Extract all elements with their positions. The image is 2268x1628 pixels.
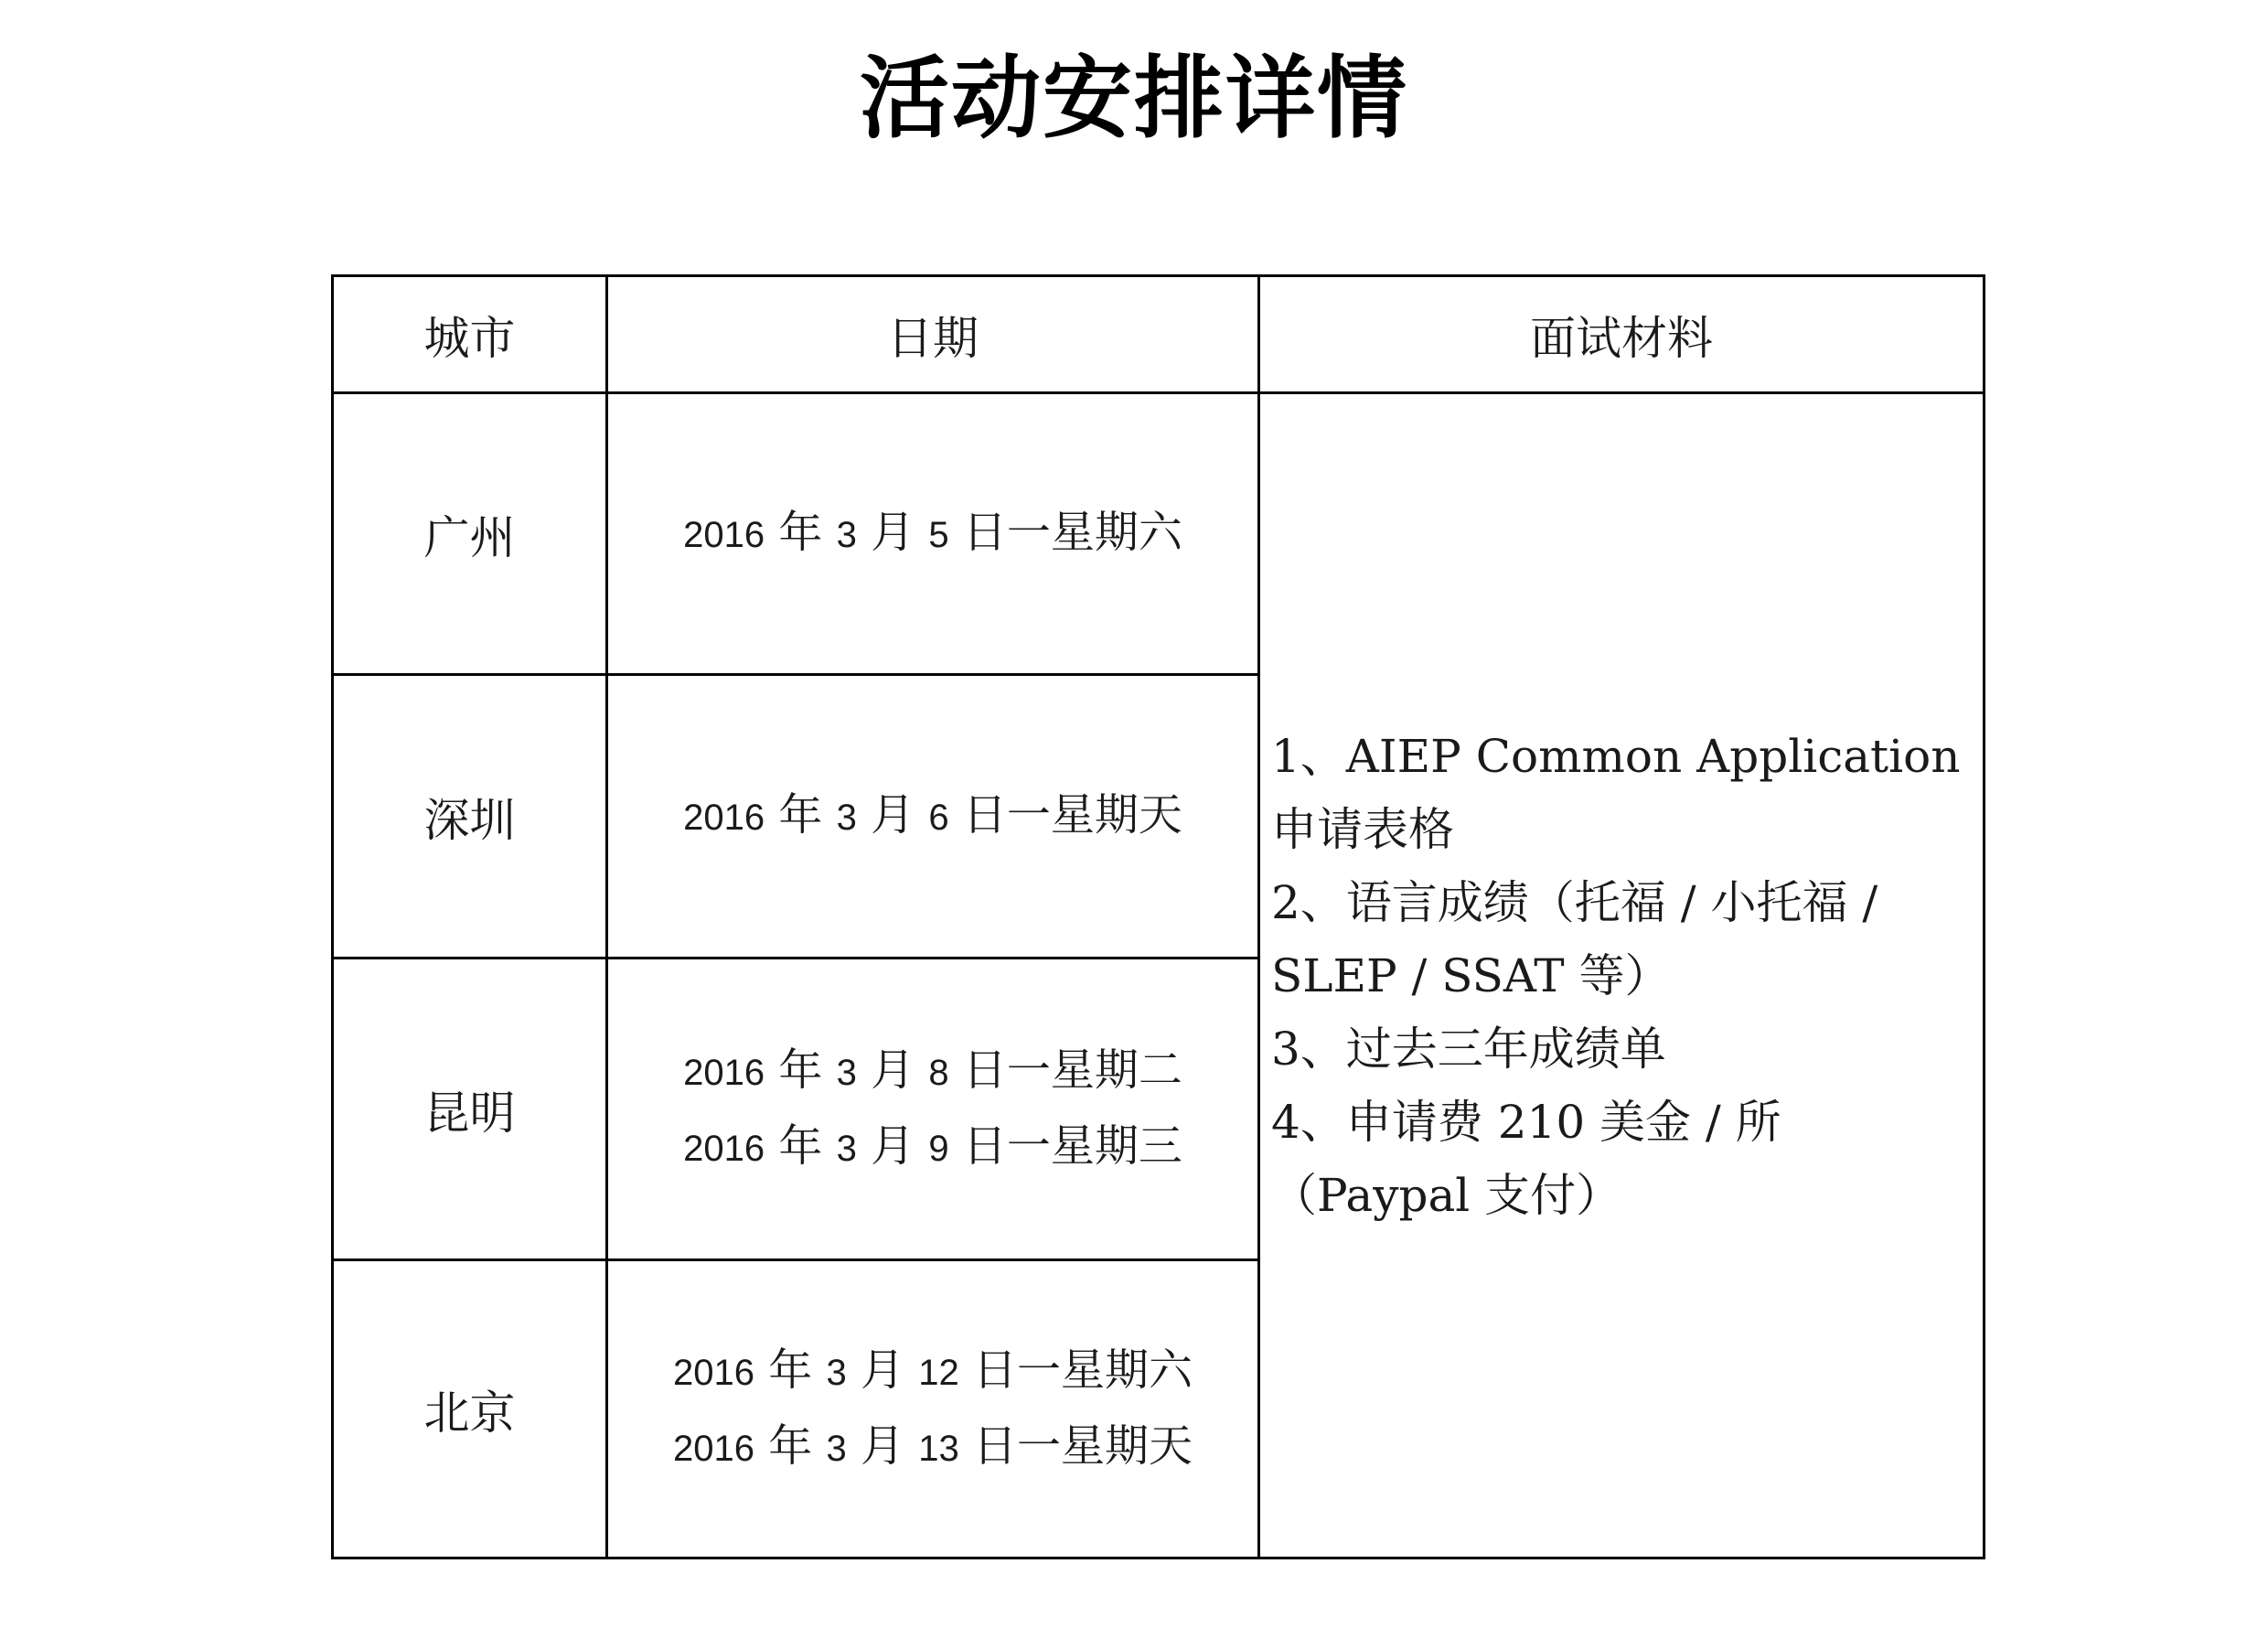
material-item: 4、申请费 210 美金 / 所（Paypal 支付） — [1271, 1095, 1781, 1222]
city-cell: 深圳 — [333, 675, 607, 959]
page-title: 活动安排详情 — [859, 47, 1408, 151]
table-header-row — [333, 276, 1984, 393]
material-item: 2、语言成绩（托福 / 小托福 / SLEP / SSAT 等） — [1271, 875, 1878, 1002]
header-materials: 面试材料 — [1259, 276, 1984, 393]
material-item: 1、AIEP Common Application 申请表格 — [1271, 729, 1961, 856]
header-city: 城市 — [333, 276, 607, 393]
date-line: 2016 年 3 月 6 日一星期天 — [683, 789, 1182, 841]
date-line: 2016 年 3 月 9 日一星期三 — [683, 1119, 1182, 1172]
header-date: 日期 — [607, 276, 1259, 393]
table-row — [333, 393, 1984, 675]
date-cell — [607, 675, 1259, 959]
date-line: 2016 年 3 月 5 日一星期六 — [683, 507, 1182, 558]
material-item: 3、过去三年成绩单 — [1271, 1022, 1666, 1076]
city-cell: 昆明 — [333, 959, 607, 1260]
date-line: 2016 年 3 月 12 日一星期六 — [672, 1344, 1193, 1396]
date-cell — [607, 959, 1259, 1260]
date-cell — [607, 393, 1259, 675]
date-line: 2016 年 3 月 13 日一星期天 — [672, 1419, 1193, 1472]
date-cell — [607, 1260, 1259, 1558]
schedule-table — [331, 274, 1985, 1559]
city-cell: 广州 — [333, 393, 607, 675]
date-line: 2016 年 3 月 8 日一星期二 — [683, 1044, 1182, 1096]
city-cell: 北京 — [333, 1260, 607, 1558]
materials-cell — [1259, 393, 1984, 1558]
